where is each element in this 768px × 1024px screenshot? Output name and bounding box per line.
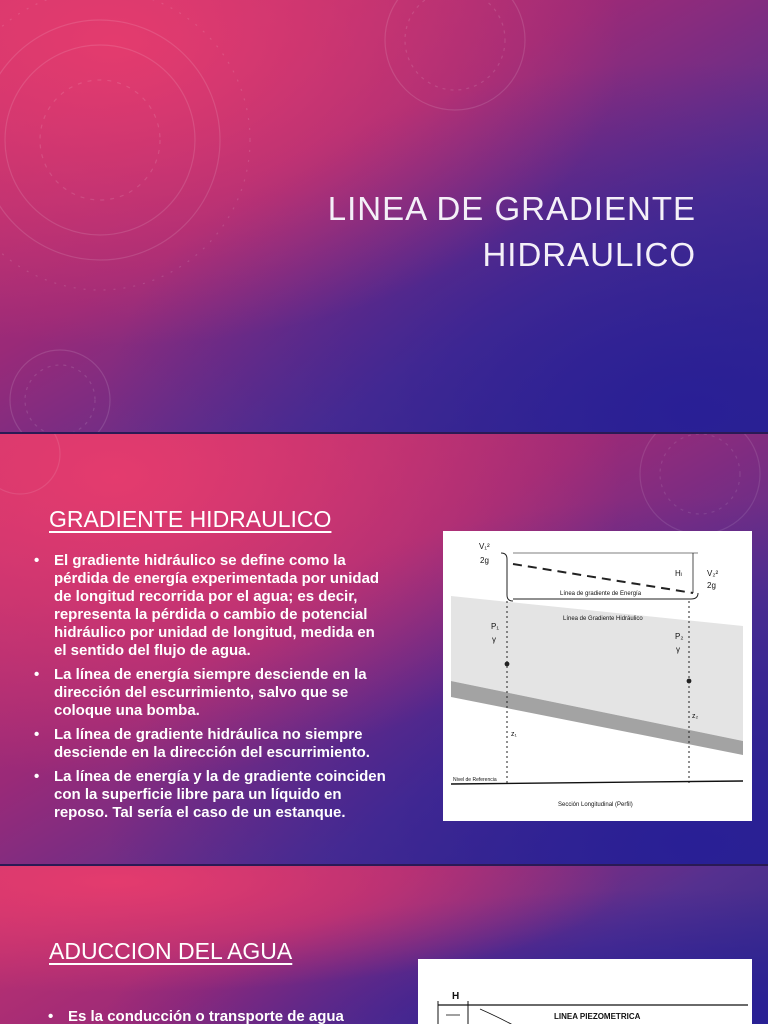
bullet-item: • Es la conducción o transporte de agua [48,1008,344,1024]
bullet-item: • La línea de energía siempre desciende en la dirección del escurrimiento, salvo que se coloque una bomba. [34,666,367,719]
label-reference: Nivel de Referencia [453,777,497,783]
bullet-item: • El gradiente hidráulico se define como la pérdida de energía experimentada por unidad de longitud recorrida por el agua; es decir, representa la pérdida o cambio de potencial hidráulico por unidad de longitud, medida en el sentido del flujo de agua. [34,552,380,659]
title-line-1: LINEA DE GRADIENTE [327,190,696,227]
point-1 [505,662,510,667]
hydraulic-gradient-figure [443,531,752,821]
label-h: H [452,991,460,1002]
title-line-2: HIDRAULICO [482,236,696,273]
label-gamma-2: γ [676,645,680,654]
label-v2: V₂² [707,569,719,578]
section-heading: ADUCCION DEL AGUA [49,938,293,964]
title-slide [0,0,768,432]
label-p1: P₁ [491,622,500,631]
aduccion-diagram [418,959,752,1024]
hydraulic-gradient-diagram [443,531,752,821]
label-v1: V₁² [479,542,490,551]
section-heading: GRADIENTE HIDRAULICO [49,506,332,532]
label-gamma-1: γ [492,635,496,644]
bullet-list [30,552,430,828]
gradient-slide [0,434,768,864]
label-p2: P₂ [675,632,684,641]
aduccion-slide [0,866,768,1024]
label-energy-line: Línea de gradiente de Energía [560,591,642,597]
slide-title [328,186,696,278]
curve [480,1009,513,1024]
label-z1: z₁ [511,731,517,738]
bullet-item: • La línea de energía y la de gradiente coinciden con la superficie libre para un líquido en reposo. Tal sería el caso de un estanque. [34,768,386,821]
bullet-item: • La línea de gradiente hidráulica no siempre desciende en la dirección del escurrimiento. [34,726,370,761]
label-2g: 2g [707,581,716,590]
bracket-left [501,553,513,601]
label-section: Sección Longitudinal (Perfil) [558,802,633,808]
label-piezometric: LINEA PIEZOMETRICA [554,1012,641,1021]
bullet-list [44,1008,394,1024]
label-z2: z₂ [692,713,699,720]
energy-line [513,564,693,593]
aduccion-figure [418,959,752,1024]
label-hl: Hₗ [675,569,683,578]
label-2g: 2g [480,556,489,565]
point-2 [687,679,692,684]
label-hydraulic-line: Línea de Gradiente Hidráulico [563,616,643,622]
